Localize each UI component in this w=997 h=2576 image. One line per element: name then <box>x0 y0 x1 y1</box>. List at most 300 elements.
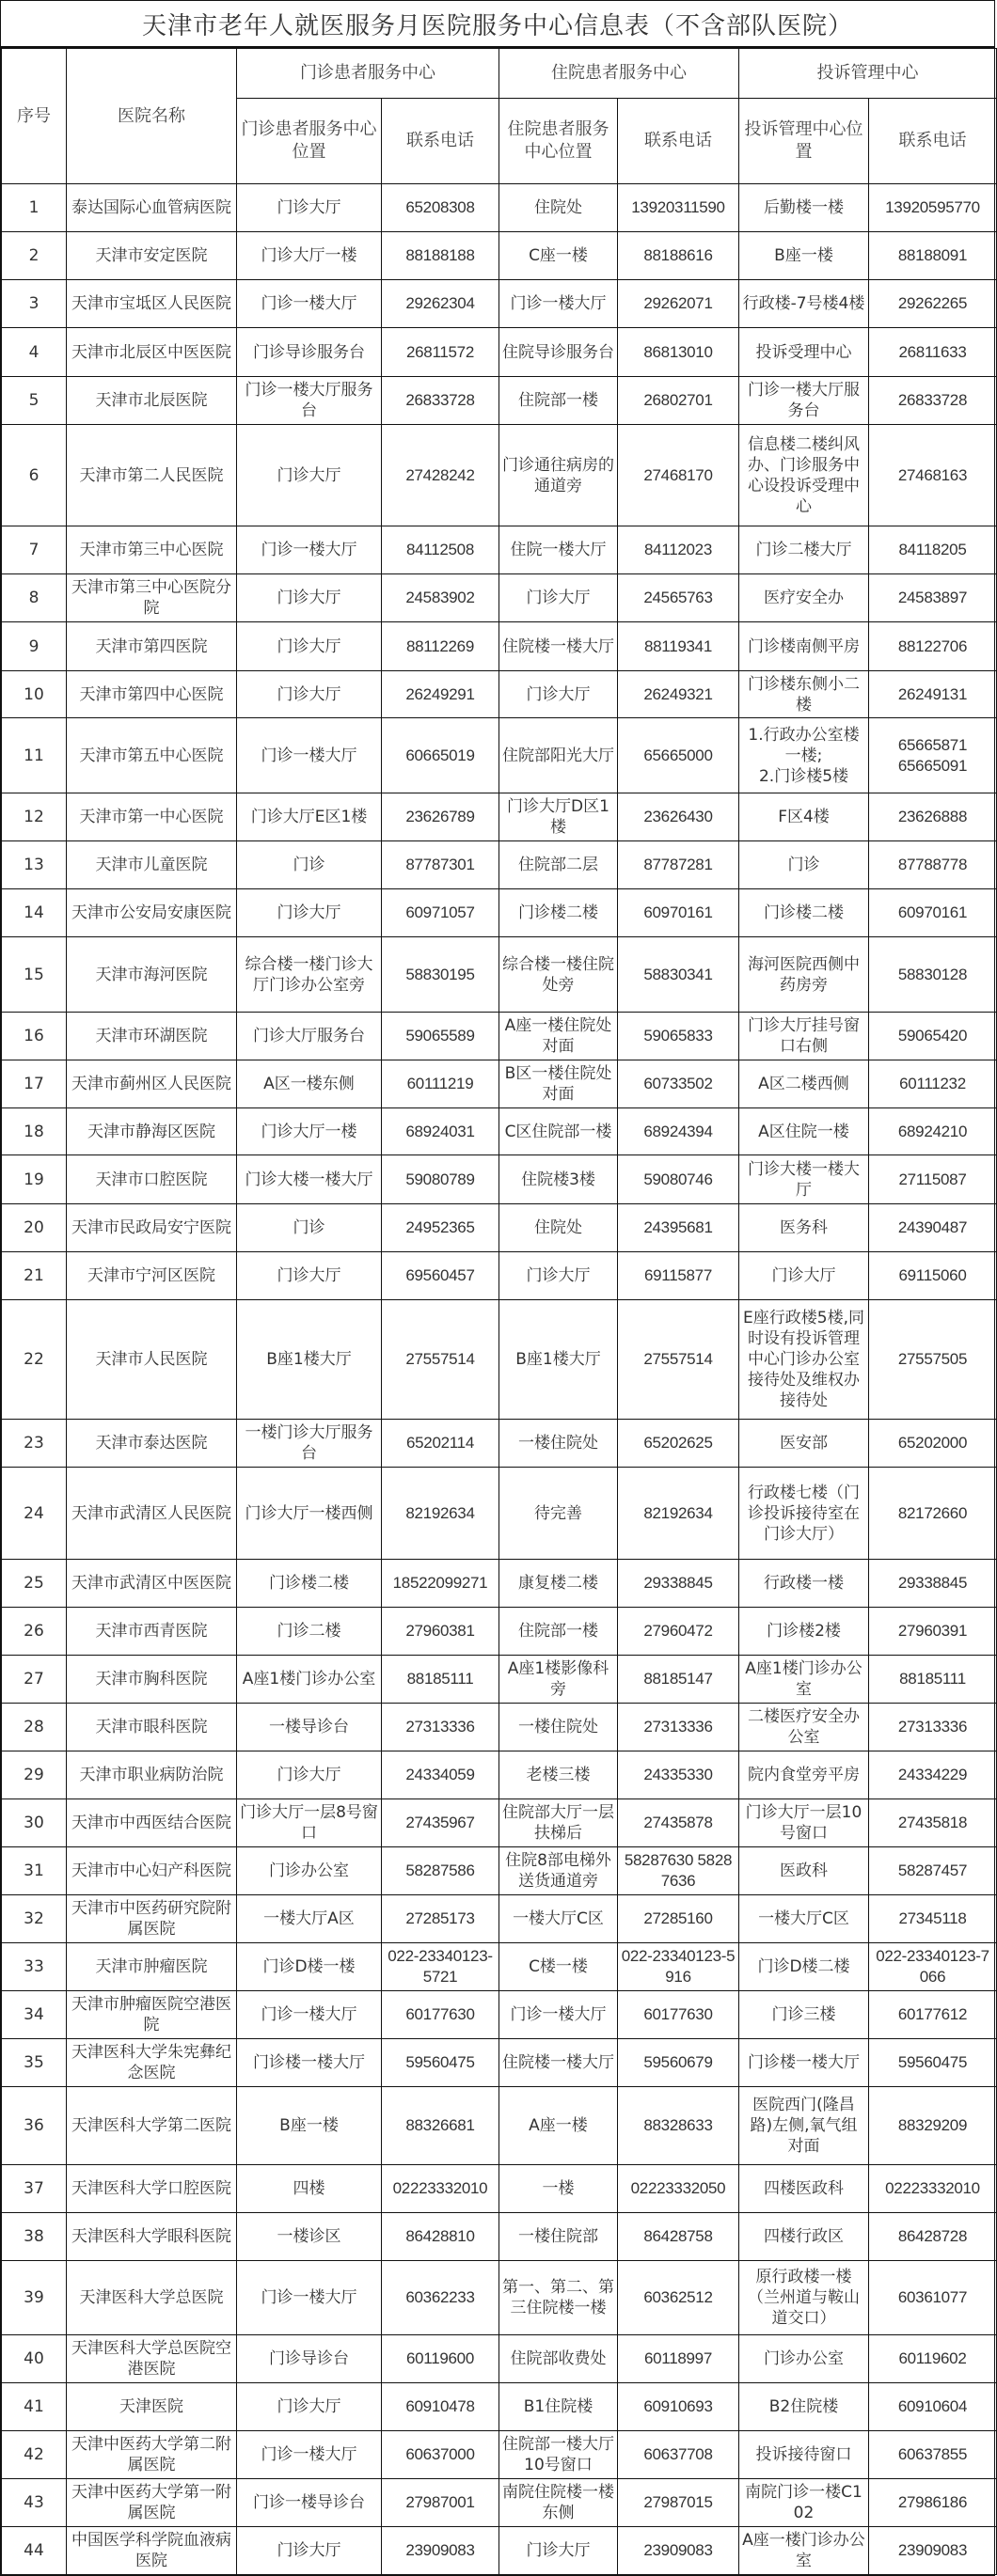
hospital-name: 天津市口腔医院 <box>67 1155 237 1204</box>
hospital-name: 天津市宝坻区人民医院 <box>67 280 237 328</box>
inpatient-location: 门诊大厅 <box>499 1252 618 1300</box>
inpatient-phone: 27285160 <box>618 1895 739 1943</box>
inpatient-phone: 87787281 <box>618 841 739 889</box>
inpatient-phone: 60910693 <box>618 2383 739 2431</box>
hospital-name: 天津市中西医结合医院 <box>67 1799 237 1847</box>
row-index: 16 <box>2 1013 67 1060</box>
inpatient-phone: 02223332050 <box>618 2165 739 2213</box>
row-index: 7 <box>2 526 67 574</box>
complaint-phone: 29262265 <box>869 280 997 328</box>
table-row <box>2 2213 997 2261</box>
row-index: 27 <box>2 1656 67 1704</box>
hospital-name: 天津中医药大学第一附属医院 <box>67 2479 237 2527</box>
inpatient-phone: 60362512 <box>618 2261 739 2335</box>
complaint-location: 医安部 <box>739 1420 869 1468</box>
complaint-location: 门诊办公室 <box>739 2335 869 2383</box>
outpatient-location: 门诊大厅 <box>237 1252 382 1300</box>
inpatient-location: 康复楼二楼 <box>499 1560 618 1608</box>
table-row <box>2 1468 997 1560</box>
row-index: 6 <box>2 425 67 526</box>
row-index: 17 <box>2 1060 67 1108</box>
hospital-name: 天津市眼科医院 <box>67 1704 237 1751</box>
inpatient-phone: 88119341 <box>618 622 739 671</box>
outpatient-phone: 27987001 <box>382 2479 499 2527</box>
row-index: 36 <box>2 2087 67 2165</box>
hospital-name: 天津市肿瘤医院 <box>67 1943 237 1991</box>
hospital-name: 天津市胸科医院 <box>67 1656 237 1704</box>
row-index: 2 <box>2 232 67 280</box>
outpatient-location: A座1楼门诊办公室 <box>237 1656 382 1704</box>
hospital-name: 天津中医药大学第二附属医院 <box>67 2431 237 2479</box>
outpatient-location: 门诊一楼大厅 <box>237 2431 382 2479</box>
inpatient-location: 南院住院楼一楼东侧 <box>499 2479 618 2527</box>
complaint-phone: 87788778 <box>869 841 997 889</box>
table-row <box>2 1060 997 1108</box>
table-row <box>2 1300 997 1420</box>
table-row <box>2 232 997 280</box>
outpatient-location: 门诊大厅 <box>237 184 382 232</box>
complaint-phone: 24583897 <box>869 574 997 622</box>
inpatient-phone: 29338845 <box>618 1560 739 1608</box>
complaint-phone: 23626888 <box>869 793 997 841</box>
row-index: 13 <box>2 841 67 889</box>
outpatient-location: B座1楼大厅 <box>237 1300 382 1420</box>
inpatient-phone: 24565763 <box>618 574 739 622</box>
outpatient-phone: 65202114 <box>382 1420 499 1468</box>
table-title: 天津市老年人就医服务月医院服务中心信息表（不含部队医院） <box>1 1 994 48</box>
outpatient-location: 门诊大厅 <box>237 671 382 718</box>
outpatient-phone: 26811572 <box>382 328 499 377</box>
complaint-location: 投诉接待窗口 <box>739 2431 869 2479</box>
complaint-location: B2住院楼 <box>739 2383 869 2431</box>
outpatient-location: 门诊大厅 <box>237 2383 382 2431</box>
outpatient-location: 门诊 <box>237 841 382 889</box>
outpatient-location: 门诊一楼大厅 <box>237 280 382 328</box>
table-row <box>2 1155 997 1204</box>
inpatient-phone: 86813010 <box>618 328 739 377</box>
inpatient-location: C区住院部一楼 <box>499 1108 618 1155</box>
hospital-name: 天津医院 <box>67 2383 237 2431</box>
table-row <box>2 1560 997 1608</box>
complaint-location: 门诊大楼一楼大厅 <box>739 1155 869 1204</box>
table-row <box>2 2165 997 2213</box>
inpatient-location: A座一楼 <box>499 2087 618 2165</box>
complaint-phone: 24334229 <box>869 1751 997 1799</box>
inpatient-phone: 23626430 <box>618 793 739 841</box>
hospital-name: 天津市民政局安宁医院 <box>67 1204 237 1252</box>
complaint-phone: 60119602 <box>869 2335 997 2383</box>
row-index: 5 <box>2 377 67 425</box>
complaint-location: 医院西门(隆昌路)左侧,氧气组对面 <box>739 2087 869 2165</box>
inpatient-location: 住院处 <box>499 1204 618 1252</box>
hospital-name: 天津市武清区人民医院 <box>67 1468 237 1560</box>
inpatient-location: 一楼 <box>499 2165 618 2213</box>
complaint-phone: 022-23340123-7066 <box>869 1943 997 1991</box>
table-row <box>2 1608 997 1656</box>
complaint-location: 后勤楼一楼 <box>739 184 869 232</box>
inpatient-location: 门诊楼二楼 <box>499 889 618 937</box>
table-row <box>2 1252 997 1300</box>
outpatient-phone: 24952365 <box>382 1204 499 1252</box>
outpatient-phone: 82192634 <box>382 1468 499 1560</box>
outpatient-phone: 87787301 <box>382 841 499 889</box>
hospital-name: 天津市海河医院 <box>67 937 237 1013</box>
complaint-location: 原行政楼一楼（兰州道与鞍山道交口） <box>739 2261 869 2335</box>
row-index: 14 <box>2 889 67 937</box>
complaint-phone: 88329209 <box>869 2087 997 2165</box>
row-index: 25 <box>2 1560 67 1608</box>
inpatient-phone: 27960472 <box>618 1608 739 1656</box>
outpatient-phone: 27285173 <box>382 1895 499 1943</box>
table-row <box>2 1751 997 1799</box>
table-row <box>2 1895 997 1943</box>
inpatient-location: 住院楼3楼 <box>499 1155 618 1204</box>
outpatient-location: 一楼门诊大厅服务台 <box>237 1420 382 1468</box>
hospital-name: 天津市西青医院 <box>67 1608 237 1656</box>
outpatient-phone: 60177630 <box>382 1991 499 2039</box>
row-index: 34 <box>2 1991 67 2039</box>
table-row <box>2 1656 997 1704</box>
outpatient-phone: 65208308 <box>382 184 499 232</box>
outpatient-phone: 60910478 <box>382 2383 499 2431</box>
outpatient-phone: 02223332010 <box>382 2165 499 2213</box>
outpatient-phone: 26249291 <box>382 671 499 718</box>
hospital-name: 天津市人民医院 <box>67 1300 237 1420</box>
inpatient-phone: 13920311590 <box>618 184 739 232</box>
hospital-name: 天津市蓟州区人民医院 <box>67 1060 237 1108</box>
outpatient-location: 门诊一楼大厅服务台 <box>237 377 382 425</box>
outpatient-phone: 27960381 <box>382 1608 499 1656</box>
outpatient-phone: 60637000 <box>382 2431 499 2479</box>
complaint-location: 门诊大厅一层10号窗口 <box>739 1799 869 1847</box>
outpatient-location: 一楼大厅A区 <box>237 1895 382 1943</box>
complaint-phone: 24390487 <box>869 1204 997 1252</box>
outpatient-phone: 60971057 <box>382 889 499 937</box>
outpatient-location: 门诊大厅 <box>237 1751 382 1799</box>
outpatient-phone: 69560457 <box>382 1252 499 1300</box>
outpatient-phone: 88112269 <box>382 622 499 671</box>
inpatient-location: 门诊大厅 <box>499 2527 618 2575</box>
table-row <box>2 1943 997 1991</box>
outpatient-phone: 88188188 <box>382 232 499 280</box>
outpatient-phone: 68924031 <box>382 1108 499 1155</box>
inpatient-location: C楼一楼 <box>499 1943 618 1991</box>
outpatient-phone: 27313336 <box>382 1704 499 1751</box>
inpatient-location: 一楼住院处 <box>499 1704 618 1751</box>
row-index: 12 <box>2 793 67 841</box>
inpatient-location: 住院处 <box>499 184 618 232</box>
table-row <box>2 937 997 1013</box>
inpatient-location: B座1楼大厅 <box>499 1300 618 1420</box>
inpatient-phone: 29262071 <box>618 280 739 328</box>
outpatient-location: 门诊大厅一层8号窗口 <box>237 1799 382 1847</box>
complaint-location: 院内食堂旁平房 <box>739 1751 869 1799</box>
row-index: 42 <box>2 2431 67 2479</box>
inpatient-location: 门诊一楼大厅 <box>499 280 618 328</box>
inpatient-location: C座一楼 <box>499 232 618 280</box>
inpatient-location: 待完善 <box>499 1468 618 1560</box>
complaint-phone: 60970161 <box>869 889 997 937</box>
row-index: 28 <box>2 1704 67 1751</box>
table-row <box>2 1799 997 1847</box>
outpatient-phone: 29262304 <box>382 280 499 328</box>
inpatient-location: B1住院楼 <box>499 2383 618 2431</box>
row-index: 31 <box>2 1847 67 1895</box>
header-complaint-phone: 联系电话 <box>869 99 997 184</box>
outpatient-phone: 27557514 <box>382 1300 499 1420</box>
inpatient-location: 老楼三楼 <box>499 1751 618 1799</box>
table-row <box>2 574 997 622</box>
complaint-location: 一楼大厅C区 <box>739 1895 869 1943</box>
inpatient-phone: 59560679 <box>618 2039 739 2087</box>
hospital-name: 天津市泰达医院 <box>67 1420 237 1468</box>
inpatient-location: 一楼大厅C区 <box>499 1895 618 1943</box>
complaint-phone: 69115060 <box>869 1252 997 1300</box>
inpatient-phone: 88185147 <box>618 1656 739 1704</box>
hospital-name: 天津市安定医院 <box>67 232 237 280</box>
outpatient-location: 一楼导诊台 <box>237 1704 382 1751</box>
outpatient-phone: 27428242 <box>382 425 499 526</box>
header-group-inpatient: 住院患者服务中心 <box>499 49 739 99</box>
complaint-location: 门诊二楼大厅 <box>739 526 869 574</box>
inpatient-location: A座一楼住院处对面 <box>499 1013 618 1060</box>
hospital-name: 泰达国际心血管病医院 <box>67 184 237 232</box>
outpatient-location: 门诊导诊台 <box>237 2335 382 2383</box>
table-row <box>2 328 997 377</box>
outpatient-phone: 23909083 <box>382 2527 499 2575</box>
complaint-location: 门诊楼二楼 <box>739 889 869 937</box>
complaint-phone: 60177612 <box>869 1991 997 2039</box>
complaint-location: 投诉受理中心 <box>739 328 869 377</box>
complaint-location: E座行政楼5楼,同时设有投诉管理中心门诊办公室接待处及维权办接待处 <box>739 1300 869 1420</box>
outpatient-location: 门诊导诊服务台 <box>237 328 382 377</box>
hospital-name: 天津市第二人民医院 <box>67 425 237 526</box>
outpatient-phone: 24334059 <box>382 1751 499 1799</box>
header-hospital-name: 医院名称 <box>67 49 237 184</box>
inpatient-phone: 26802701 <box>618 377 739 425</box>
outpatient-location: 门诊 <box>237 1204 382 1252</box>
complaint-location: A座1楼门诊办公室 <box>739 1656 869 1704</box>
inpatient-location: 住院导诊服务台 <box>499 328 618 377</box>
hospital-service-table <box>1 48 997 2575</box>
inpatient-phone: 24395681 <box>618 1204 739 1252</box>
inpatient-phone: 23909083 <box>618 2527 739 2575</box>
table-row <box>2 1204 997 1252</box>
row-index: 44 <box>2 2527 67 2575</box>
complaint-phone: 26811633 <box>869 328 997 377</box>
outpatient-location: 门诊楼二楼 <box>237 1560 382 1608</box>
complaint-location: A区二楼西侧 <box>739 1060 869 1108</box>
inpatient-location: B区一楼住院处对面 <box>499 1060 618 1108</box>
row-index: 35 <box>2 2039 67 2087</box>
hospital-name: 天津市第三中心医院 <box>67 526 237 574</box>
outpatient-location: 门诊一楼大厅 <box>237 2261 382 2335</box>
outpatient-location: 门诊大楼一楼大厅 <box>237 1155 382 1204</box>
outpatient-phone: 23626789 <box>382 793 499 841</box>
header-group-outpatient: 门诊患者服务中心 <box>237 49 499 99</box>
table-row <box>2 793 997 841</box>
outpatient-phone: 26833728 <box>382 377 499 425</box>
complaint-location: 行政楼-7号楼4楼 <box>739 280 869 328</box>
outpatient-location: 门诊办公室 <box>237 1847 382 1895</box>
complaint-location: 门诊三楼 <box>739 1991 869 2039</box>
table-row <box>2 184 997 232</box>
outpatient-location: 一楼诊区 <box>237 2213 382 2261</box>
header-inpatient-phone: 联系电话 <box>618 99 739 184</box>
inpatient-phone: 86428758 <box>618 2213 739 2261</box>
table-row <box>2 2261 997 2335</box>
inpatient-phone: 60177630 <box>618 1991 739 2039</box>
inpatient-location: 门诊通往病房的通道旁 <box>499 425 618 526</box>
hospital-name: 天津市第一中心医院 <box>67 793 237 841</box>
outpatient-phone: 84112508 <box>382 526 499 574</box>
outpatient-location: 门诊大厅一楼西侧 <box>237 1468 382 1560</box>
row-index: 21 <box>2 1252 67 1300</box>
row-index: 29 <box>2 1751 67 1799</box>
row-index: 23 <box>2 1420 67 1468</box>
inpatient-phone: 69115877 <box>618 1252 739 1300</box>
row-index: 39 <box>2 2261 67 2335</box>
complaint-phone: 27557505 <box>869 1300 997 1420</box>
hospital-name: 天津市中医药研究院附属医院 <box>67 1895 237 1943</box>
outpatient-location: 门诊二楼 <box>237 1608 382 1656</box>
row-index: 41 <box>2 2383 67 2431</box>
table-row <box>2 1108 997 1155</box>
inpatient-phone: 24335330 <box>618 1751 739 1799</box>
table-row <box>2 671 997 718</box>
table-row <box>2 2039 997 2087</box>
complaint-phone: 60637855 <box>869 2431 997 2479</box>
header-index: 序号 <box>2 49 67 184</box>
hospital-name: 天津市第四中心医院 <box>67 671 237 718</box>
table-row <box>2 2335 997 2383</box>
complaint-phone: 88188091 <box>869 232 997 280</box>
hospital-name: 天津市第五中心医院 <box>67 718 237 793</box>
inpatient-phone: 60970161 <box>618 889 739 937</box>
complaint-location: 门诊楼2楼 <box>739 1608 869 1656</box>
outpatient-location: 门诊楼一楼大厅 <box>237 2039 382 2087</box>
inpatient-phone: 84112023 <box>618 526 739 574</box>
outpatient-location: 综合楼一楼门诊大厅门诊办公室旁 <box>237 937 382 1013</box>
inpatient-phone: 27313336 <box>618 1704 739 1751</box>
row-index: 19 <box>2 1155 67 1204</box>
complaint-phone: 26833728 <box>869 377 997 425</box>
complaint-phone: 59560475 <box>869 2039 997 2087</box>
hospital-name: 天津市肿瘤医院空港医院 <box>67 1991 237 2039</box>
inpatient-location: 住院楼一楼大厅 <box>499 622 618 671</box>
hospital-name: 天津医科大学总医院空港医院 <box>67 2335 237 2383</box>
complaint-phone: 88185111 <box>869 1656 997 1704</box>
hospital-name: 中国医学科学院血液病医院 <box>67 2527 237 2575</box>
inpatient-location: 一楼住院部 <box>499 2213 618 2261</box>
complaint-location: 门诊D楼二楼 <box>739 1943 869 1991</box>
outpatient-location: 门诊大厅一楼 <box>237 232 382 280</box>
complaint-phone: 65202000 <box>869 1420 997 1468</box>
row-index: 10 <box>2 671 67 718</box>
complaint-phone: 02223332010 <box>869 2165 997 2213</box>
inpatient-phone: 88328633 <box>618 2087 739 2165</box>
inpatient-location: 住院部收费处 <box>499 2335 618 2383</box>
inpatient-phone: 60118997 <box>618 2335 739 2383</box>
inpatient-location: 门诊大厅 <box>499 671 618 718</box>
outpatient-location: 门诊一楼大厅 <box>237 526 382 574</box>
row-index: 8 <box>2 574 67 622</box>
inpatient-phone: 59065833 <box>618 1013 739 1060</box>
inpatient-location: 住院部大厅一层扶梯后 <box>499 1799 618 1847</box>
complaint-phone: 88122706 <box>869 622 997 671</box>
table-row <box>2 526 997 574</box>
inpatient-location: A座1楼影像科旁 <box>499 1656 618 1704</box>
row-index: 18 <box>2 1108 67 1155</box>
hospital-name: 天津市职业病防治院 <box>67 1751 237 1799</box>
table-row <box>2 2087 997 2165</box>
table-row <box>2 1704 997 1751</box>
row-index: 37 <box>2 2165 67 2213</box>
hospital-name: 天津医科大学口腔医院 <box>67 2165 237 2213</box>
complaint-phone: 60361077 <box>869 2261 997 2335</box>
outpatient-location: B座一楼 <box>237 2087 382 2165</box>
inpatient-location: 住院部一楼 <box>499 377 618 425</box>
outpatient-phone: 022-23340123-5721 <box>382 1943 499 1991</box>
hospital-name: 天津市北辰区中医医院 <box>67 328 237 377</box>
complaint-phone: 27960391 <box>869 1608 997 1656</box>
inpatient-phone: 27468170 <box>618 425 739 526</box>
row-index: 4 <box>2 328 67 377</box>
row-index: 30 <box>2 1799 67 1847</box>
row-index: 38 <box>2 2213 67 2261</box>
complaint-phone: 59065420 <box>869 1013 997 1060</box>
table-row <box>2 1991 997 2039</box>
complaint-phone: 27986186 <box>869 2479 997 2527</box>
complaint-phone: 58830128 <box>869 937 997 1013</box>
inpatient-phone: 58287630 58287636 <box>618 1847 739 1895</box>
complaint-phone: 27468163 <box>869 425 997 526</box>
inpatient-location: 住院一楼大厅 <box>499 526 618 574</box>
complaint-location: A座一楼门诊办公室 <box>739 2527 869 2575</box>
row-index: 15 <box>2 937 67 1013</box>
outpatient-phone: 59080789 <box>382 1155 499 1204</box>
hospital-name: 天津医科大学第二医院 <box>67 2087 237 2165</box>
complaint-phone: 60910604 <box>869 2383 997 2431</box>
complaint-phone: 58287457 <box>869 1847 997 1895</box>
row-index: 24 <box>2 1468 67 1560</box>
table-row <box>2 841 997 889</box>
complaint-location: 海河医院西侧中药房旁 <box>739 937 869 1013</box>
inpatient-phone: 27557514 <box>618 1300 739 1420</box>
row-index: 9 <box>2 622 67 671</box>
header-group-complaint: 投诉管理中心 <box>739 49 997 99</box>
outpatient-phone: 58830195 <box>382 937 499 1013</box>
complaint-location: 门诊楼东侧小二楼 <box>739 671 869 718</box>
complaint-phone: 84118205 <box>869 526 997 574</box>
outpatient-phone: 88185111 <box>382 1656 499 1704</box>
header-outpatient-location: 门诊患者服务中心位置 <box>237 99 382 184</box>
header-outpatient-phone: 联系电话 <box>382 99 499 184</box>
row-index: 3 <box>2 280 67 328</box>
table-row <box>2 280 997 328</box>
outpatient-phone: 59560475 <box>382 2039 499 2087</box>
header-complaint-location: 投诉管理中心位置 <box>739 99 869 184</box>
inpatient-location: 住院部一楼 <box>499 1608 618 1656</box>
outpatient-location: 门诊一楼大厅 <box>237 718 382 793</box>
complaint-location: 门诊楼一楼大厅 <box>739 2039 869 2087</box>
complaint-location: 1.行政办公室楼一楼; 2.门诊楼5楼 <box>739 718 869 793</box>
hospital-name: 天津市北辰医院 <box>67 377 237 425</box>
hospital-name: 天津市公安局安康医院 <box>67 889 237 937</box>
complaint-location: 四楼行政区 <box>739 2213 869 2261</box>
hospital-name: 天津医科大学眼科医院 <box>67 2213 237 2261</box>
table-row <box>2 889 997 937</box>
